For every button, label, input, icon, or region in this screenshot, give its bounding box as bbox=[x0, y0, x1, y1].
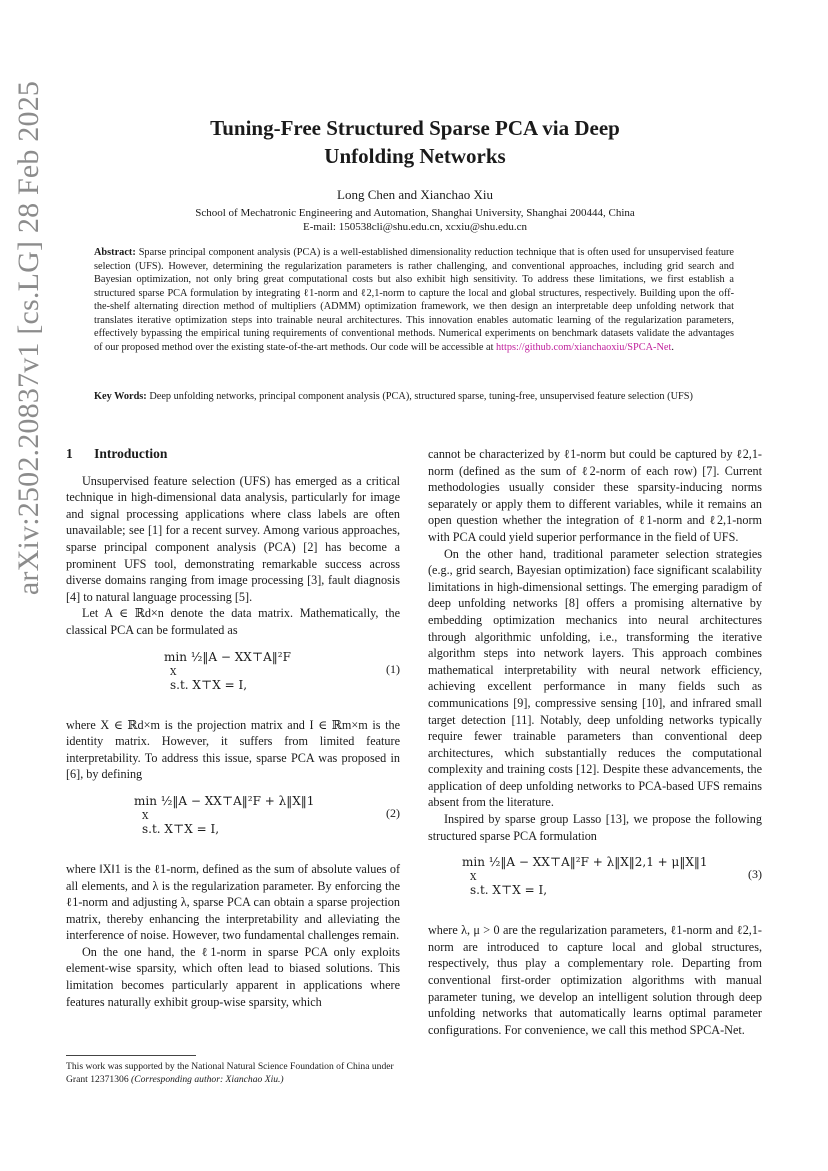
intro-paragraph-4: where ‖X‖1 is the ℓ1-norm, defined as the sum of absolute values of all elements, and λ is the regularization parameter. By enforcing the ℓ1-norm and adjusting λ, sparse PCA can obtain a sparse projection matrix, thereby enhancing the interpretability and alleviating the interference of noise. However, two fundamental challenges remain. bbox=[66, 861, 400, 943]
equation-3-constraint: s.t. X⊤X = I, bbox=[470, 883, 548, 898]
equation-3-number: (3) bbox=[748, 867, 762, 882]
intro-paragraph-8: Inspired by sparse group Lasso [13], we propose the following structured sparse PCA formulation bbox=[428, 812, 762, 843]
keywords bbox=[94, 390, 734, 404]
intro-paragraph-9: where λ, μ > 0 are the regularization parameters, ℓ1-norm and ℓ2,1-norm are introduced to capture local and global structures, respectively, thus play a complementary role. Departing from conventional first-order optimization algorithms with manual parameter tuning, we develop an intelligent solution through deep unfolding networks that automatically learns optimal parameter configurations. For convenience, we call this method SPCA-Net. bbox=[428, 923, 762, 1037]
code-link[interactable]: https://github.com/xianchaoxiu/SPCA-Net bbox=[496, 341, 672, 353]
abstract-label: Abstract: bbox=[94, 247, 136, 258]
equation-2-constraint: s.t. X⊤X = I, bbox=[142, 821, 220, 836]
footnote bbox=[66, 1061, 400, 1086]
abstract: Abstract: Sparse principal component analysis (PCA) is a well-established dimensionality reduction technique that is often used for unsupervised feature selection (UFS). However, determining the regularization parameters is rather challenging, and conventional approaches, including grid search and Bayesian optimization, not only bring great computational costs but also exhibit high sensitivity. To address these limitations, we first establish a structured sparse PCA formulation by integrating ℓ1-norm and ℓ2,1-norm to capture the local and global structures, respectively. Building upon the off-the-shelf alternating direction method of multipliers (ADMM) optimization framework, we then design an interpretable deep unfolding network that translates iterative optimization steps into trainable neural architectures. This innovation enables automatic learning of the regularization parameters, effectively bypassing the empirical tuning requirements of conventional methods. Numerical experiments on benchmark datasets validate the advantages of our proposed method over the existing state-of-the-art methods. Our code will be accessible at https://github.com/xianchaoxiu/SPCA-Net. bbox=[94, 247, 734, 353]
authors: Long Chen and Xianchao Xiu bbox=[337, 187, 493, 202]
footnote-rule bbox=[66, 1055, 196, 1056]
title-line-1: Tuning-Free Structured Sparse PCA via Deep bbox=[210, 116, 620, 140]
intro-paragraph-3: where X ∈ ℝd×m is the projection matrix and I ∈ ℝm×m is the identity matrix. However, it suffers from limited feature interpretability. To address this issue, sparse PCA was proposed in [6], by defining bbox=[66, 717, 400, 782]
right-column bbox=[428, 446, 762, 1038]
intro-paragraph-6: cannot be characterized by ℓ1-norm but could be captured by ℓ2,1-norm (defined as the sum of ℓ2-norm of each row) [7]. Current methodologies usually consider these sparsity-inducing norms separately or apply them to different variables, while it remains an open question whether the integration of ℓ1-norm and ℓ2,1-norm with PCA could yield superior performance in the field of UFS. bbox=[428, 447, 762, 544]
equation-3-subscript: X bbox=[470, 873, 477, 884]
equation-3 bbox=[428, 852, 762, 912]
abstract-text: Sparse principal component analysis (PCA) is a well-established dimensionality reduction technique that is often used for unsupervised feature selection (UFS). However, determining the regularization parameters is rather challenging, and conventional approaches, including grid search and Bayesian optimization, not only bring great computational costs but also exhibit high sensitivity. To address these limitations, we first establish a structured sparse PCA formulation by integrating ℓ1-norm and ℓ2,1-norm to capture the local and global structures, respectively. Building upon the off-the-shelf alternating direction method of multipliers (ADMM) optimization framework, we then design an interpretable deep unfolding network that translates iterative optimization steps into trainable neural architectures. This innovation enables automatic learning of the regularization parameters, effectively bypassing the empirical tuning requirements of conventional methods. Numerical experiments on benchmark datasets validate the advantages of our proposed method over the existing state-of-the-art methods. Our code will be accessible at bbox=[94, 247, 734, 353]
equation-2-number: (2) bbox=[386, 805, 400, 820]
equation-1 bbox=[66, 647, 400, 707]
keywords-text: Deep unfolding networks, principal component analysis (PCA), structured sparse, tuning-free, unsupervised feature selection (UFS) bbox=[149, 391, 693, 402]
affiliation-block bbox=[100, 206, 730, 234]
equation-2 bbox=[66, 791, 400, 851]
equation-2-subscript: X bbox=[142, 811, 149, 822]
equation-1-constraint: s.t. X⊤X = I, bbox=[170, 677, 248, 692]
equation-1-objective: min ½‖A − XX⊤A‖²F bbox=[164, 649, 291, 664]
left-column bbox=[66, 446, 400, 1010]
keywords-label: Key Words: bbox=[94, 391, 147, 402]
affiliation: School of Mechatronic Engineering and Automation, Shanghai University, Shanghai 200444, China bbox=[195, 207, 635, 219]
paper-title bbox=[100, 114, 730, 170]
email: E-mail: 150538cli@shu.edu.cn, xcxiu@shu.edu.cn bbox=[302, 221, 528, 233]
intro-paragraph-7: On the other hand, traditional parameter selection strategies (e.g., grid search, Bayesian optimization) face significant scalability limitations in high-dimensional settings. The emerging paradigm of deep unfolding networks [8] offers a promising alternative by embedding optimization mechanics into neural architectures through algorithmic unfolding, i.e., transforming the iterative algorithm steps into network layers. This approach combines mathematical interpretability with neural network efficiency, achieving excellent performance in many fields such as communications [9], compressive sensing [10], and infrared small target detection [11]. Notably, deep unfolding networks typically require fewer trainable parameters than conventional deep architectures, which substantially reduces the computational complexity and training costs [12]. Despite these advancements, the application of deep unfolding networks to PCA-based UFS remains absent from the literature. bbox=[428, 546, 762, 810]
section-title: Introduction bbox=[94, 446, 168, 461]
title-line-2: Unfolding Networks bbox=[324, 144, 506, 168]
footnote-corresponding-author: (Corresponding author: Xianchao Xiu.) bbox=[131, 1073, 284, 1085]
equation-1-subscript: X bbox=[170, 667, 177, 678]
intro-paragraph-2: Let A ∈ ℝd×n denote the data matrix. Mathematically, the classical PCA can be formulated as bbox=[66, 606, 400, 637]
equation-1-number: (1) bbox=[386, 661, 400, 676]
equation-3-objective: min ½‖A − XX⊤A‖²F + λ‖X‖2,1 + μ‖X‖1 bbox=[462, 855, 708, 870]
intro-paragraph-5: On the one hand, the ℓ1-norm in sparse PCA only exploits element-wise sparsity, which often lead to biased solutions. This limitation becomes particularly apparent in applications where features naturally exhibit group-wise sparsity, which bbox=[66, 944, 400, 1009]
footnote-text: This work was supported by the National Natural Science Foundation of China under Grant 12371306 bbox=[66, 1061, 394, 1085]
section-number: 1 bbox=[66, 446, 73, 461]
equation-2-objective: min ½‖A − XX⊤A‖²F + λ‖X‖1 bbox=[134, 793, 315, 808]
arxiv-identifier: arXiv:2502.20837v1 [cs.LG] 28 Feb 2025 bbox=[12, 80, 45, 596]
intro-paragraph-1: Unsupervised feature selection (UFS) has emerged as a critical technique in high-dimensional data analysis, particularly for image and signal processing applications where class labels are often unavailable; see [1] for a recent survey. Among various approaches, sparse principal component analysis (PCA) [2] has become a prominent UFS tool, demonstrating remarkable success across diverse domains ranging from image processing [3], fault diagnosis [4] to natural language processing [5]. bbox=[66, 473, 400, 604]
section-heading bbox=[66, 446, 400, 463]
